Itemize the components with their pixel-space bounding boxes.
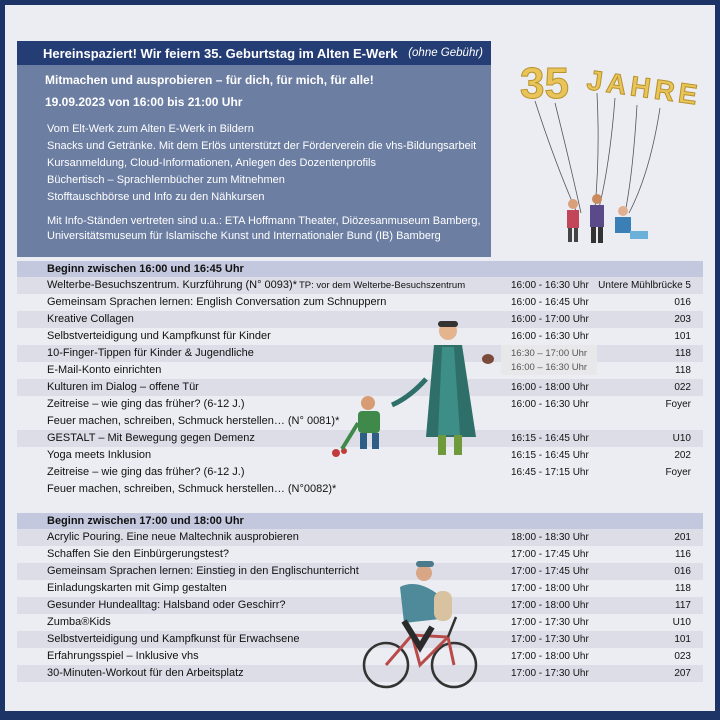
course-time: 16:45 - 17:15 Uhr (511, 467, 589, 478)
course-title: Schaffen Sie den Einbürgerungstest? (47, 548, 230, 560)
table-row (17, 294, 703, 311)
section-heading: Beginn zwischen 17:00 und 18:00 Uhr (17, 513, 703, 529)
course-room: 016 (674, 297, 691, 308)
balloon-word: JAHRE (585, 64, 704, 111)
course-time: 16:00 - 17:00 Uhr (511, 314, 589, 325)
course-time: 17:00 - 17:30 Uhr (511, 617, 589, 628)
course-room: Foyer (665, 399, 691, 410)
event-date: 19.09.2023 von 16:00 bis 21:00 Uhr (45, 95, 243, 109)
course-room: 101 (674, 634, 691, 645)
event-title: Hereinspaziert! Wir feiern 35. Geburtstag im Alten E-Werk (43, 45, 398, 61)
course-room: 118 (675, 348, 691, 359)
course-time: 16:00 - 16:30 Uhr (511, 399, 589, 410)
course-room: 201 (674, 532, 691, 543)
course-time: 16:00 - 16:30 Uhr (511, 280, 589, 291)
course-time: 17:00 - 18:00 Uhr (511, 600, 589, 611)
course-time: 16:00 – 16:30 Uhr (511, 362, 588, 373)
course-title: Gemeinsam Sprachen lernen: Einstieg in den Englischunterricht (47, 565, 359, 577)
course-title: Zeitreise – wie ging das früher? (6-12 J.) (47, 466, 245, 478)
course-title: Einladungskarten mit Gimp gestalten (47, 582, 227, 594)
meeting-point: TP: vor dem Welterbe-Besuchszentrum (299, 280, 466, 291)
highlight-item: Vom Elt-Werk zum Alten E-Werk in Bildern (47, 123, 254, 135)
table-row (17, 277, 703, 294)
course-time: 17:00 - 17:30 Uhr (511, 634, 589, 645)
course-room: Foyer (665, 467, 691, 478)
highlight-item: Stofftauschbörse und Info zu den Nähkursen (47, 191, 265, 203)
course-title: Zumba®Kids (47, 616, 111, 628)
cyclist-illustration (360, 557, 480, 693)
course-room: 207 (674, 668, 691, 679)
mother-figure (426, 321, 494, 455)
course-room: 118 (675, 583, 691, 594)
section-heading: Beginn zwischen 16:00 und 16:45 Uhr (17, 261, 703, 277)
child-figure (332, 396, 380, 457)
balloons-illustration (515, 53, 704, 253)
info-stands-note (47, 214, 491, 244)
walking-family-illustration (330, 317, 500, 467)
course-title: Kulturen im Dialog – offene Tür (47, 381, 199, 393)
balloon-digits: 35 (520, 59, 569, 108)
event-title-bar (17, 41, 491, 65)
course-title: 10-Finger-Tippen für Kinder & Jugendliche (47, 347, 254, 359)
info-stands-line: Universitätsmuseum für Islamische Kunst und Internationaler Bund (IB) Bamberg (47, 230, 441, 242)
course-time: 16:00 - 18:00 Uhr (511, 382, 589, 393)
course-title: Selbstverteidigung und Kampfkunst für Erwachsene (47, 633, 300, 645)
course-title: Gesunder Hundealltag: Halsband oder Geschirr? (47, 599, 286, 611)
course-title: Acrylic Pouring. Eine neue Maltechnik ausprobieren (47, 531, 299, 543)
course-room: 118 (675, 365, 691, 376)
course-title: E-Mail-Konto einrichten (47, 364, 162, 376)
course-subtitle: Feuer machen, schreiben, Schmuck herstellen… (N° 0081)* (47, 415, 340, 427)
course-time: 17:00 - 18:00 Uhr (511, 583, 589, 594)
event-info-box (17, 41, 491, 257)
course-title: Zeitreise – wie ging das früher? (6-12 J.) (47, 398, 245, 410)
course-room: 203 (674, 314, 691, 325)
course-title: Welterbe-Besuchszentrum. Kurzführung (N° 0093)* (47, 279, 297, 291)
course-time: 17:00 - 17:30 Uhr (511, 668, 589, 679)
event-highlights (47, 121, 491, 206)
course-room: U10 (672, 433, 691, 444)
flyer-page (5, 5, 715, 711)
highlight-item: Snacks und Getränke. Mit dem Erlös unterstützt der Förderverein die vhs-Bildungsarbeit (47, 140, 477, 152)
course-title: Yoga meets Inklusion (47, 449, 152, 461)
course-time: 16:15 - 16:45 Uhr (511, 433, 589, 444)
course-title: 30-Minuten-Workout für den Arbeitsplatz (47, 667, 244, 679)
course-title: Erfahrungsspiel – Inklusive vhs (47, 650, 199, 662)
highlight-item: Kursanmeldung, Cloud-Informationen, Anlegen des Dozentenprofils (47, 157, 376, 169)
table-row (17, 464, 703, 498)
highlight-item: Büchertisch – Sprachlernbücher zum Mitnehmen (47, 174, 285, 186)
course-time: 17:00 - 17:45 Uhr (511, 549, 589, 560)
course-room: Untere Mühlbrücke 5 (598, 280, 691, 291)
course-room: 022 (674, 382, 691, 393)
info-stands-line: Mit Info-Ständen vertreten sind u.a.: ETA Hoffmann Theater, Diözesanmuseum Bamberg, (47, 215, 481, 227)
children-figures (567, 194, 648, 243)
course-room: 101 (674, 331, 691, 342)
course-title: Gemeinsam Sprachen lernen: English Conversation zum Schnuppern (47, 296, 387, 308)
course-time: 16:00 - 16:30 Uhr (511, 331, 589, 342)
course-time: 17:00 - 17:45 Uhr (511, 566, 589, 577)
course-time: 16:00 - 16:45 Uhr (511, 297, 589, 308)
course-time: 18:00 - 18:30 Uhr (511, 532, 589, 543)
event-lead: Mitmachen und ausprobieren – für dich, für mich, für alle! (45, 73, 374, 87)
course-room: 116 (675, 549, 691, 560)
table-row (17, 529, 703, 546)
course-room: 117 (675, 600, 691, 611)
fee-note: (ohne Gebühr) (408, 47, 483, 59)
course-title: GESTALT – Mit Bewegung gegen Demenz (47, 432, 255, 444)
course-subtitle: Feuer machen, schreiben, Schmuck herstellen… (N°0082)* (47, 483, 337, 495)
course-room: 202 (674, 450, 691, 461)
course-title: Selbstverteidigung und Kampfkunst für Kinder (47, 330, 271, 342)
course-room: 016 (674, 566, 691, 577)
course-title: Kreative Collagen (47, 313, 134, 325)
course-time: 16:30 – 17:00 Uhr (511, 348, 588, 359)
course-time: 16:15 - 16:45 Uhr (511, 450, 589, 461)
course-time: 17:00 - 18:00 Uhr (511, 651, 589, 662)
course-room: 023 (674, 651, 691, 662)
course-room: U10 (672, 617, 691, 628)
